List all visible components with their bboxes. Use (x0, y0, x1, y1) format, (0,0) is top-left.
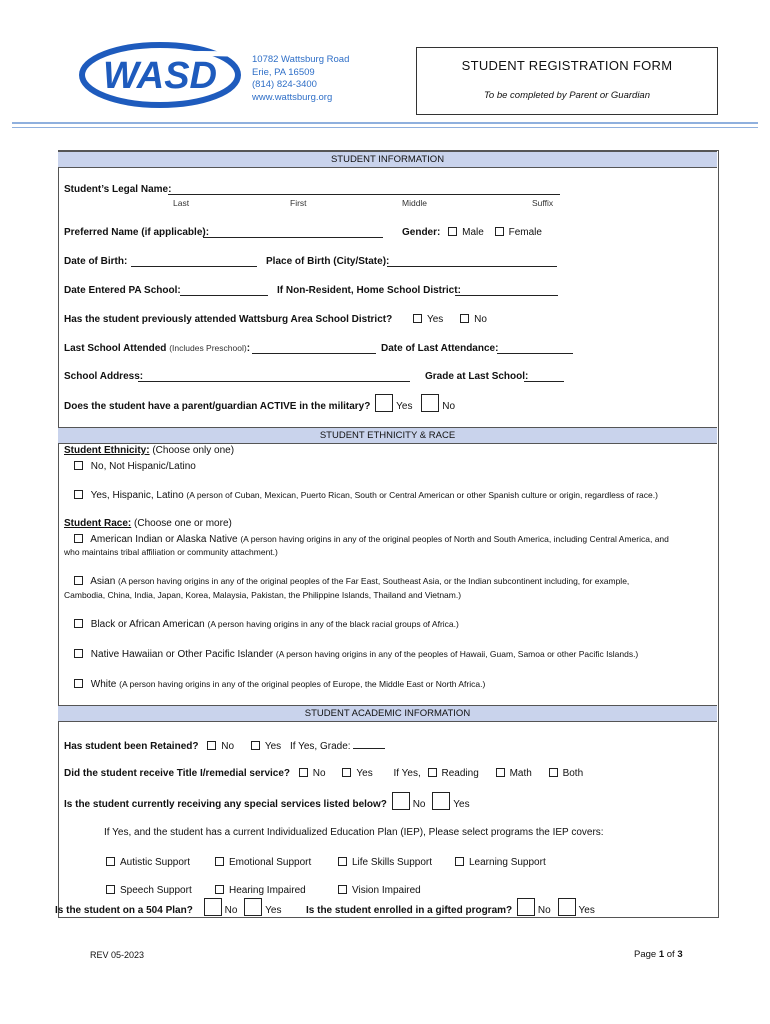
black-description: (A person having origins in any of the black racial groups of Africa.) (207, 619, 459, 629)
race-instruction: (Choose one or more) (134, 518, 232, 529)
gender-label: Gender: (402, 227, 441, 238)
attended-yes-label: Yes (426, 314, 444, 325)
page-prefix: Page (634, 949, 657, 960)
retained-no-label: No (221, 741, 235, 752)
date-entered-label: Date Entered PA School: (64, 285, 181, 296)
form-subtitle: To be completed by Parent or Guardian (484, 90, 650, 101)
legal-name-field[interactable] (168, 184, 560, 195)
retained-grade-field[interactable] (353, 738, 385, 749)
vision-checkbox[interactable] (338, 885, 347, 894)
revision-label: REV 05-2023 (90, 950, 145, 960)
retained-yes-checkbox[interactable] (251, 741, 260, 750)
plan504-question: Is the student on a 504 Plan? (55, 905, 193, 916)
title1-no-checkbox[interactable] (299, 768, 308, 777)
form-title: STUDENT REGISTRATION FORM (461, 58, 673, 73)
asian-label: Asian (90, 576, 116, 587)
form-title-box (416, 47, 718, 115)
race-label: Student Race: (64, 518, 132, 529)
hispanic-description: (A person of Cuban, Mexican, Puerto Rican, South or Central American or other Spanish culture or origin, regardless of race.) (186, 490, 658, 500)
retained-question: Has student been Retained? (64, 741, 199, 752)
page-indicator (634, 949, 683, 960)
title1-yes-checkbox[interactable] (342, 768, 351, 777)
gender-female-checkbox[interactable] (495, 227, 504, 236)
page-number: 1 (658, 949, 665, 960)
preferred-name-field[interactable] (203, 227, 383, 238)
math-checkbox[interactable] (496, 768, 505, 777)
gifted-question: Is the student enrolled in a gifted program? (306, 905, 513, 916)
name-part-first: First (290, 198, 307, 208)
asian-checkbox[interactable] (74, 576, 83, 585)
asian-description: (A person having origins in any of the original peoples of the Far East, Southeast Asia, or the Indian subcontinent including, for example, (118, 576, 630, 586)
special-yes-label: Yes (453, 799, 470, 810)
american-indian-checkbox[interactable] (74, 534, 83, 543)
iep-note: If Yes, and the student has a current Individualized Education Plan (IEP), Please select programs the IEP covers: (104, 827, 604, 838)
autistic-checkbox[interactable] (106, 857, 115, 866)
attended-no-label: No (474, 314, 487, 325)
hearing-checkbox[interactable] (215, 885, 224, 894)
special-services-question: Is the student currently receiving any special services listed below? (64, 799, 387, 810)
title1-no-label: No (312, 768, 326, 779)
last-school-field[interactable] (252, 343, 376, 354)
page-total: 3 (677, 949, 683, 960)
emotional-label: Emotional Support (229, 857, 312, 868)
not-hispanic-checkbox[interactable] (74, 461, 83, 470)
section-academic-information: STUDENT ACADEMIC INFORMATION (58, 705, 717, 722)
grade-last-label: Grade at Last School: (425, 371, 529, 382)
header-rule (12, 122, 758, 124)
gifted-yes-label: Yes (578, 905, 595, 916)
black-checkbox[interactable] (74, 619, 83, 628)
hawaiian-label: Native Hawaiian or Other Pacific Islander (90, 649, 274, 660)
special-no-checkbox[interactable] (392, 792, 410, 810)
autistic-label: Autistic Support (120, 857, 191, 868)
reading-checkbox[interactable] (428, 768, 437, 777)
plan504-no-label: No (224, 905, 238, 916)
learning-label: Learning Support (469, 857, 546, 868)
dob-field[interactable] (131, 256, 257, 267)
hispanic-checkbox[interactable] (74, 490, 83, 499)
pob-field[interactable] (387, 256, 557, 267)
name-part-middle: Middle (402, 198, 428, 208)
retained-no-checkbox[interactable] (207, 741, 216, 750)
legal-name-label: Student’s Legal Name: (64, 184, 172, 195)
asian-description-cont: Cambodia, China, India, Japan, Korea, Malaysia, Pakistan, the Philippine Islands, Thailand and Vietnam.) (64, 590, 462, 600)
last-attendance-label: Date of Last Attendance: (381, 343, 499, 354)
gifted-no-checkbox[interactable] (517, 898, 535, 916)
title1-if-yes: If Yes, (393, 768, 421, 779)
dob-label: Date of Birth: (64, 256, 128, 267)
hawaiian-description: (A person having origins in any of the peoples of Hawaii, Guam, Samoa or other Pacific Islands.) (275, 649, 639, 659)
american-indian-label: American Indian or Alaska Native (90, 534, 238, 545)
life-skills-label: Life Skills Support (352, 857, 433, 868)
special-yes-checkbox[interactable] (432, 792, 450, 810)
speech-label: Speech Support (120, 885, 192, 896)
header-rule-thin (12, 127, 758, 128)
name-part-last: Last (173, 198, 190, 208)
white-label: White (90, 679, 117, 690)
preferred-name-label: Preferred Name (if applicable): (64, 227, 210, 238)
last-school-note: (Includes Preschool) (169, 343, 247, 353)
both-label: Both (562, 768, 584, 779)
last-school-colon: : (246, 343, 251, 354)
home-district-field[interactable] (455, 285, 558, 296)
learning-checkbox[interactable] (455, 857, 464, 866)
gifted-yes-checkbox[interactable] (558, 898, 576, 916)
special-no-label: No (412, 799, 426, 810)
white-description: (A person having origins in any of the original peoples of Europe, the Middle East or North Africa.) (119, 679, 486, 689)
reading-label: Reading (441, 768, 479, 779)
last-school-label: Last School Attended (64, 343, 167, 354)
grade-last-field[interactable] (524, 371, 564, 382)
military-yes-label: Yes (396, 401, 413, 412)
hispanic-label: Yes, Hispanic, Latino (90, 490, 184, 501)
hearing-label: Hearing Impaired (229, 885, 306, 896)
plan504-yes-checkbox[interactable] (244, 898, 262, 916)
last-attendance-field[interactable] (497, 343, 573, 354)
life-skills-checkbox[interactable] (338, 857, 347, 866)
school-address-field[interactable] (138, 371, 410, 382)
if-yes-grade-label: If Yes, Grade: (289, 741, 351, 752)
date-entered-field[interactable] (180, 285, 268, 296)
district-address: 10782 Wattsburg Road Erie, PA 16509 (814) 824-3400 www.wattsburg.org (252, 54, 350, 103)
hawaiian-checkbox[interactable] (74, 649, 83, 658)
gender-male-label: Male (462, 227, 484, 238)
military-no-checkbox[interactable] (421, 394, 439, 412)
math-label: Math (509, 768, 532, 779)
wasd-logo (78, 40, 248, 110)
ethnicity-label: Student Ethnicity: (64, 445, 150, 456)
ethnicity-instruction: (Choose only one) (152, 445, 235, 456)
attended-question: Has the student previously attended Wattsburg Area School District? (64, 314, 393, 325)
attended-no-checkbox[interactable] (460, 314, 469, 323)
page-of: of (666, 949, 675, 960)
speech-checkbox[interactable] (106, 885, 115, 894)
non-resident-label: If Non-Resident, Home School District: (277, 285, 461, 296)
white-checkbox[interactable] (74, 679, 83, 688)
military-question: Does the student have a parent/guardian ACTIVE in the military? (64, 401, 371, 412)
vision-label: Vision Impaired (352, 885, 421, 896)
both-checkbox[interactable] (549, 768, 558, 777)
school-address-label: School Address: (64, 371, 144, 382)
military-yes-checkbox[interactable] (375, 394, 393, 412)
military-no-label: No (442, 401, 456, 412)
gender-female-label: Female (508, 227, 542, 238)
american-indian-description: (A person having origins in any of the original peoples of North and South America, including Central America, and (240, 534, 669, 544)
retained-yes-label: Yes (264, 741, 282, 752)
gifted-no-label: No (537, 905, 551, 916)
not-hispanic-label: No, Not Hispanic/Latino (90, 461, 196, 472)
title1-yes-label: Yes (356, 768, 373, 779)
name-part-suffix: Suffix (532, 198, 554, 208)
american-indian-description-cont: who maintains tribal affiliation or community attachment.) (64, 547, 278, 557)
pob-label: Place of Birth (City/State): (266, 256, 390, 267)
black-label: Black or African American (90, 619, 205, 630)
plan504-yes-label: Yes (265, 905, 282, 916)
gender-male-checkbox[interactable] (448, 227, 457, 236)
plan504-no-checkbox[interactable] (204, 898, 222, 916)
section-student-information: STUDENT INFORMATION (58, 151, 717, 168)
section-ethnicity-race: STUDENT ETHNICITY & RACE (58, 427, 717, 444)
svg-text:WASD: WASD (103, 55, 217, 97)
attended-yes-checkbox[interactable] (413, 314, 422, 323)
title1-question: Did the student receive Title I/remedial service? (64, 768, 291, 779)
emotional-checkbox[interactable] (215, 857, 224, 866)
